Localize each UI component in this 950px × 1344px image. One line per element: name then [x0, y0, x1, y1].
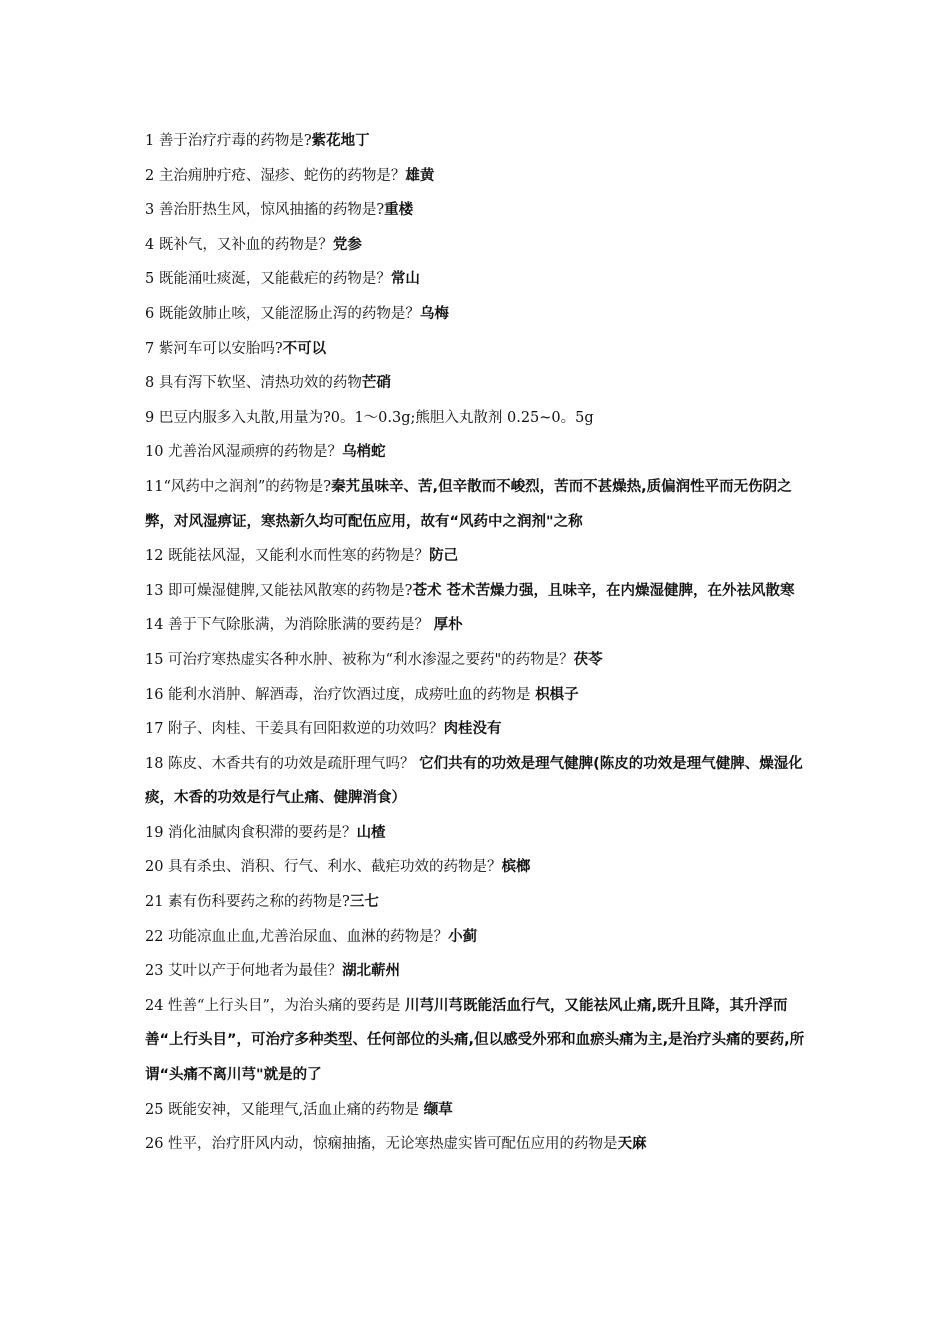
- list-item: [145, 124, 820, 159]
- question-text: 10 尤善治风湿顽痹的药物是？: [145, 444, 343, 461]
- list-item: [145, 885, 820, 920]
- question-text: 3 善治肝热生风，惊风抽搐的药物是?: [145, 202, 385, 219]
- list-item: [145, 989, 820, 1093]
- answer-text: 三七: [349, 894, 379, 911]
- answer-text: 枳椇子: [535, 686, 579, 703]
- question-text: 14 善于下气除胀满，为消除胀满的要药是？: [145, 617, 434, 634]
- answer-text: 不可以: [282, 340, 327, 357]
- question-text: 17 附子、肉桂、干姜具有回阳救逆的功效吗？: [145, 721, 444, 738]
- question-text: 9 巴豆内服多入丸散,用量为?0。1～0.3g;熊胆入丸散剂 0.25~0。5g: [145, 409, 594, 426]
- list-item: [145, 816, 820, 851]
- question-text: 6 既能敛肺止咳，又能涩肠止泻的药物是？: [145, 305, 420, 322]
- list-item: [145, 608, 820, 643]
- question-text: 7 紫河车可以安胎吗?: [145, 340, 283, 357]
- answer-text: 小蓟: [448, 928, 478, 945]
- list-item: [145, 159, 820, 194]
- answer-text: 乌梢蛇: [342, 444, 386, 461]
- list-item: [145, 193, 820, 228]
- answer-text: 厚朴: [433, 617, 463, 634]
- question-text: 22 功能凉血止血,尤善治尿血、血淋的药物是？: [145, 928, 449, 945]
- question-text: 21 素有伤科要药之称的药物是?: [145, 894, 350, 911]
- answer-text: 苍术 苍术苦燥力强，且味辛，在内燥湿健脾，在外祛风散寒: [412, 582, 795, 599]
- question-text: 12 既能祛风湿，又能利水而性寒的药物是？: [145, 548, 430, 565]
- question-text: 23 艾叶以产于何地者为最佳？: [145, 963, 343, 980]
- answer-text: 它们共有的功效是理气健脾(陈皮的功效是理气健脾、燥湿化痰，木香的功效是行气止痛、健脾消食）: [145, 755, 803, 807]
- question-text: 24 性善“上行头目”，为治头痛的要药是: [145, 997, 405, 1014]
- question-text: 11“风药中之润剂”的药物是?: [145, 478, 332, 495]
- list-item: [145, 1127, 820, 1162]
- question-text: 16 能利水消肿、解酒毒，治疗饮酒过度，成痨吐血的药物是: [145, 686, 536, 703]
- question-text: 15 可治疗寒热虚实各种水肿、被称为“利水渗湿之要药"的药物是？: [145, 651, 574, 668]
- list-item: [145, 366, 820, 401]
- question-text: 8 具有泻下软坚、清热功效的药物: [145, 375, 362, 392]
- question-text: 2 主治痈肿疔疮、湿疹、蛇伤的药物是？: [145, 167, 406, 184]
- answer-text: 党参: [332, 236, 362, 253]
- list-item: [145, 954, 820, 989]
- answer-text: 山楂: [356, 824, 386, 841]
- answer-text: 乌梅: [419, 305, 449, 322]
- question-text: 19 消化油腻肉食积滞的要药是？: [145, 824, 357, 841]
- list-item: [145, 435, 820, 470]
- answer-text: 常山: [390, 271, 420, 288]
- question-text: 18 陈皮、木香共有的功效是疏肝理气吗？: [145, 755, 420, 772]
- list-item: [145, 920, 820, 955]
- list-item: [145, 850, 820, 885]
- list-item: [145, 574, 820, 609]
- document-body: [145, 124, 820, 1162]
- question-text: 26 性平，治疗肝风内动，惊痫抽搐，无论寒热虚实皆可配伍应用的药物是: [145, 1136, 618, 1153]
- list-item: [145, 539, 820, 574]
- list-item: [145, 401, 820, 436]
- answer-text: 川芎川芎既能活血行气，又能祛风止痛,既升且降，其升浮而善“上行头目”，可治疗多种类型、任何部位的头痛,但以感受外邪和血瘀头痛为主,是治疗头痛的要药,所谓“头痛不离川芎"就是的了: [145, 997, 805, 1084]
- list-item: [145, 262, 820, 297]
- list-item: [145, 643, 820, 678]
- answer-text: 天麻: [617, 1136, 647, 1153]
- answer-text: 缬草: [423, 1101, 453, 1118]
- question-text: 4 既补气，又补血的药物是？: [145, 236, 333, 253]
- question-text: 25 既能安神，又能理气,活血止痛的药物是: [145, 1101, 424, 1118]
- list-item: [145, 470, 820, 539]
- list-item: [145, 332, 820, 367]
- question-text: 1 善于治疗疔毒的药物是?: [145, 133, 312, 149]
- list-item: [145, 1093, 820, 1128]
- answer-text: 秦艽虽味辛、苦,但辛散而不峻烈，苦而不甚燥热,质偏润性平而无伤阴之弊，对风湿痹证，寒热新久均可配伍应用，故有“风药中之润剂"之称: [145, 478, 792, 530]
- answer-text: 雄黄: [405, 167, 435, 184]
- list-item: [145, 712, 820, 747]
- answer-text: 防己: [429, 548, 459, 565]
- list-item: [145, 678, 820, 713]
- question-text: 20 具有杀虫、消积、行气、利水、截疟功效的药物是？: [145, 859, 502, 876]
- list-item: [145, 228, 820, 263]
- answer-text: 重楼: [384, 202, 414, 219]
- question-text: 13 即可燥湿健脾,又能祛风散寒的药物是?: [145, 582, 413, 599]
- answer-text: 紫花地丁: [311, 133, 370, 149]
- answer-text: 湖北蕲州: [342, 963, 401, 980]
- answer-text: 槟榔: [501, 859, 531, 876]
- answer-text: 芒硝: [361, 375, 391, 392]
- question-text: 5 既能涌吐痰涎，又能截疟的药物是？: [145, 271, 391, 288]
- answer-text: 茯苓: [573, 651, 603, 668]
- list-item: [145, 297, 820, 332]
- answer-text: 肉桂没有: [443, 721, 502, 738]
- list-item: [145, 747, 820, 816]
